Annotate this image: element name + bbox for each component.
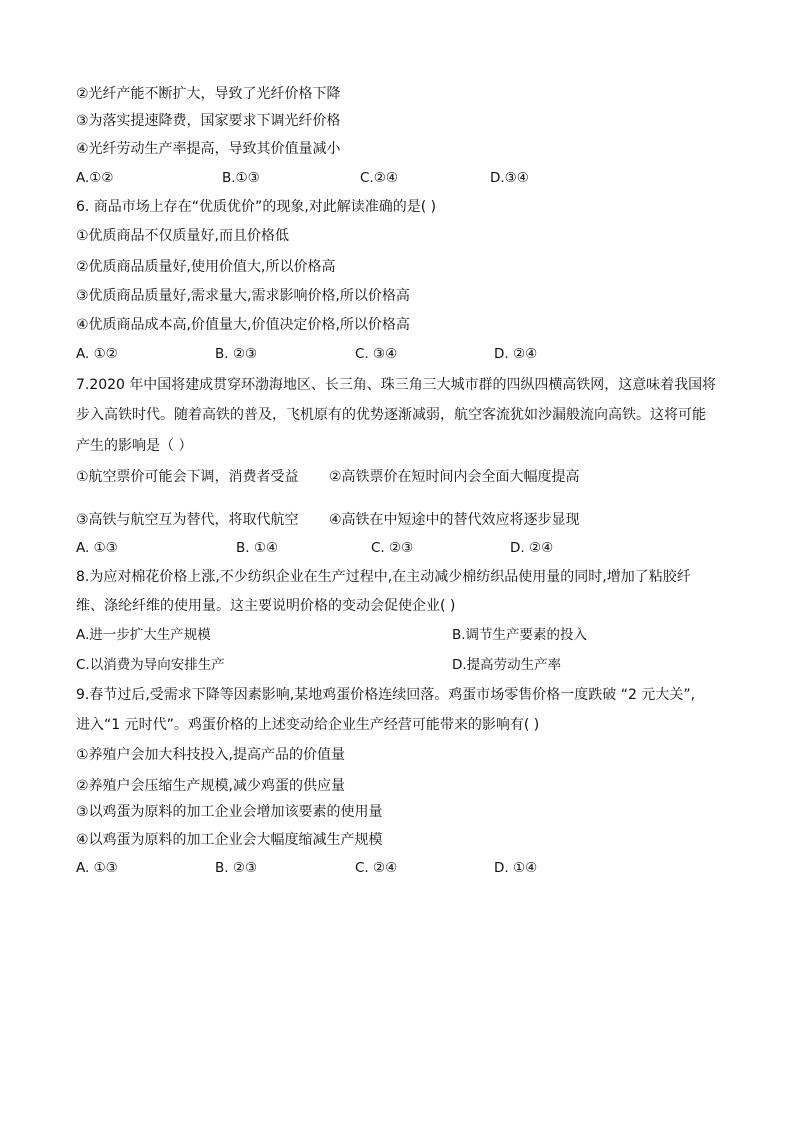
q7-statement-4: ④高铁在中短途中的替代效应将逐步显现	[329, 512, 580, 528]
q6-option-a[interactable]: A. ①②	[76, 346, 118, 362]
q9-statement-1: ①养殖户会加大科技投入,提高产品的价值量	[76, 747, 345, 763]
q6-stem: 6. 商品市场上存在“优质优价”的现象,对此解读准确的是( )	[76, 199, 437, 215]
q8-option-c[interactable]: C.以消费为导向安排生产	[76, 657, 225, 673]
q7-stem-line-2: 步入高铁时代。随着高铁的普及，飞机原有的优势逐渐减弱，航空客流犹如沙漏般流向高铁。这将可能	[76, 407, 706, 423]
q9-statement-2: ②养殖户会压缩生产规模,减少鸡蛋的供应量	[76, 778, 345, 794]
q7-options	[76, 539, 716, 557]
q9-statement-4: ④以鸡蛋为原料的加工企业会大幅度缩减生产规模	[76, 832, 383, 848]
q6-statement-3: ③优质商品质量好,需求量大,需求影响价格,所以价格高	[76, 288, 410, 304]
q8-options-row-1	[76, 626, 716, 644]
q6-option-c[interactable]: C. ③④	[355, 346, 398, 362]
q7-statement-1: ①航空票价可能会下调，消费者受益	[76, 469, 299, 485]
q7-option-b[interactable]: B. ①④	[236, 540, 279, 556]
q5-option-c[interactable]: C.②④	[360, 170, 398, 186]
q6-option-d[interactable]: D. ②④	[494, 346, 538, 362]
q8-option-a[interactable]: A.进一步扩大生产规模	[76, 627, 211, 643]
q7-option-c[interactable]: C. ②③	[371, 540, 414, 556]
q7-stem-line-3: 产生的影响是（ ）	[76, 438, 193, 454]
q8-option-d[interactable]: D.提高劳动生产率	[452, 657, 562, 673]
q9-stem-line-1: 9.春节过后,受需求下降等因素影响,某地鸡蛋价格连续回落。鸡蛋市场零售价格一度跌破 “2 元大关”,	[76, 687, 696, 703]
q8-option-b[interactable]: B.调节生产要素的投入	[452, 627, 588, 643]
q5-statement-2: ②光纤产能不断扩大，导致了光纤价格下降	[76, 86, 341, 102]
q6-option-b[interactable]: B. ②③	[215, 346, 258, 362]
q5-option-b[interactable]: B.①③	[222, 170, 260, 186]
q6-statement-2: ②优质商品质量好,使用价值大,所以价格高	[76, 259, 336, 275]
q9-option-c[interactable]: C. ②④	[355, 860, 398, 876]
q9-option-a[interactable]: A. ①③	[76, 860, 118, 876]
q6-options	[76, 345, 716, 363]
q5-options	[76, 169, 716, 187]
q6-statement-1: ①优质商品不仅质量好,而且价格低	[76, 228, 290, 244]
q5-option-a[interactable]: A.①②	[76, 170, 114, 186]
q9-stem-line-2: 进入“1 元时代”。鸡蛋价格的上述变动给企业生产经营可能带来的影响有( )	[76, 717, 540, 733]
q7-statement-2: ②高铁票价在短时间内会全面大幅度提高	[329, 469, 580, 485]
q8-stem-line-2: 维、涤纶纤维的使用量。这主要说明价格的变动会促使企业( )	[76, 598, 456, 614]
q7-option-a[interactable]: A. ①③	[76, 540, 118, 556]
q9-statement-3: ③以鸡蛋为原料的加工企业会增加该要素的使用量	[76, 804, 383, 820]
q5-statement-4: ④光纤劳动生产率提高，导致其价值量减小	[76, 141, 341, 157]
q9-option-b[interactable]: B. ②③	[215, 860, 258, 876]
q8-options-row-2	[76, 656, 716, 674]
q9-option-d[interactable]: D. ①④	[494, 860, 538, 876]
q8-stem-line-1: 8.为应对棉花价格上涨,不少纺织企业在生产过程中,在主动减少棉纺织品使用量的同时,增加了粘胶纤	[76, 569, 691, 585]
q9-options	[76, 859, 716, 877]
q5-statement-3: ③为落实提速降费，国家要求下调光纤价格	[76, 113, 341, 129]
q5-option-d[interactable]: D.③④	[490, 170, 529, 186]
q6-statement-4: ④优质商品成本高,价值量大,价值决定价格,所以价格高	[76, 317, 410, 333]
q7-option-d[interactable]: D. ②④	[510, 540, 554, 556]
q7-stem-line-1: 7.2020 年中国将建成贯穿环渤海地区、长三角、珠三角三大城市群的四纵四横高铁网，这意味着我国将	[76, 377, 717, 393]
q7-statement-3: ③高铁与航空互为替代，将取代航空	[76, 512, 299, 528]
